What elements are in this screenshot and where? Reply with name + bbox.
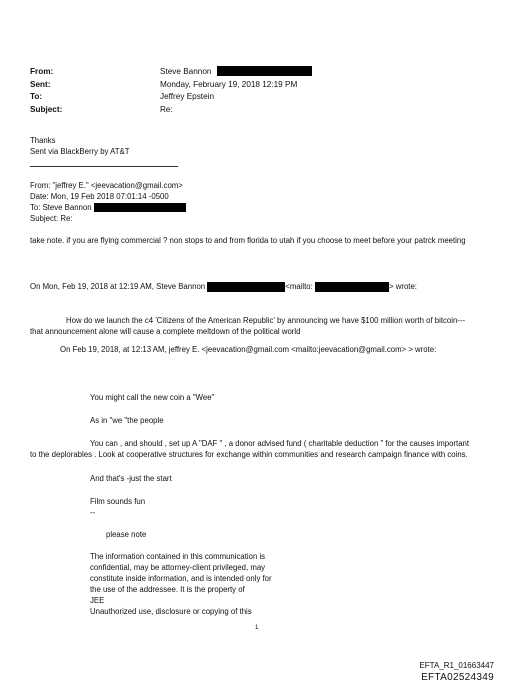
epstein-quote-intro: On Feb 19, 2018, at 12:13 AM, jeffrey E. <jeevacation@gmail.com <mailto:jeevacation@gmail.com> > wrote: — [60, 345, 437, 354]
header-from-row — [30, 66, 312, 79]
reply-signature: Sent via BlackBerry by AT&T — [30, 147, 130, 156]
bates-number-primary: EFTA_R1_01663447 — [419, 661, 494, 670]
redaction-box — [207, 282, 285, 292]
subject-label: Subject: — [30, 104, 63, 114]
to-value: Jeffrey Epstein — [160, 92, 215, 101]
email-header — [30, 66, 312, 116]
inner-line-people: As in "we "the people — [90, 416, 164, 425]
sent-value: Monday, February 19, 2018 12:19 PM — [160, 79, 298, 89]
header-to-row — [30, 91, 312, 104]
disclaimer-line: The information contained in this communication is — [90, 552, 266, 561]
quoted-date: Date: Mon, 19 Feb 2018 07:01:14 -0500 — [30, 192, 169, 201]
bannon-intro-prefix: On Mon, Feb 19, 2018 at 12:19 AM, Steve Bannon — [30, 282, 206, 292]
separator-line — [30, 166, 178, 167]
to-label: To: — [30, 92, 43, 101]
disclaimer-line: JEE — [90, 596, 105, 605]
bannon-quote-body: How do we launch the c4 'Citizens of the American Republic' by announcing we have $100 million worth of bitcoin--- that announcement alone will cause a complete meltdown of the political world — [30, 316, 466, 336]
inner-line-dashes: -- — [90, 508, 96, 517]
disclaimer-line: the use of the addressee. It is the property of — [90, 585, 245, 594]
quoted-from: From: "jeffrey E." <jeevacation@gmail.com> — [30, 181, 183, 190]
disclaimer-line: confidential, may be attorney-client privileged, may — [90, 563, 266, 572]
bannon-intro-mailto: <mailto: — [285, 282, 313, 292]
inner-line-start: And that's -just the start — [90, 474, 172, 483]
quoted-subject: Subject: Re: — [30, 214, 73, 223]
epstein-message: take note. if you are flying commercial ? non stops to and from florida to utah if you choose to meet before your patrck meeting — [30, 236, 466, 245]
disclaimer-line: Unauthorized use, disclosure or copying of this — [90, 607, 252, 616]
subject-value: Re: — [160, 104, 173, 114]
bannon-intro-suffix: > wrote: — [389, 282, 417, 292]
redaction-box — [94, 203, 186, 212]
reply-thanks: Thanks — [30, 136, 56, 145]
redaction-box — [217, 66, 312, 76]
from-value: Steve Bannon — [160, 67, 212, 76]
header-sent-row — [30, 79, 312, 92]
quoted-to-row — [30, 203, 186, 214]
inner-line-coin: You might call the new coin a "Wee" — [90, 393, 215, 402]
bannon-quote-intro — [30, 282, 417, 293]
inner-paragraph-daf: You can , and should , set up A "DAF " , a donor advised fund ( charitable deduction " for the causes important to the deplorables . Look at cooperative structures for exchange within communities and research campaign finance with coins. — [30, 439, 470, 459]
page-number: 1 — [255, 625, 259, 631]
header-subject-row — [30, 104, 312, 117]
disclaimer-line: constitute inside information, and is intended only for — [90, 574, 272, 583]
inner-line-film: Film sounds fun — [90, 497, 146, 506]
quoted-to: To: Steve Bannon — [30, 203, 92, 212]
from-label: From: — [30, 67, 54, 76]
sent-label: Sent: — [30, 79, 51, 89]
bates-number-secondary: EFTA02524349 — [421, 672, 494, 683]
redaction-box — [315, 282, 389, 292]
inner-line-please-note: please note — [106, 530, 147, 539]
